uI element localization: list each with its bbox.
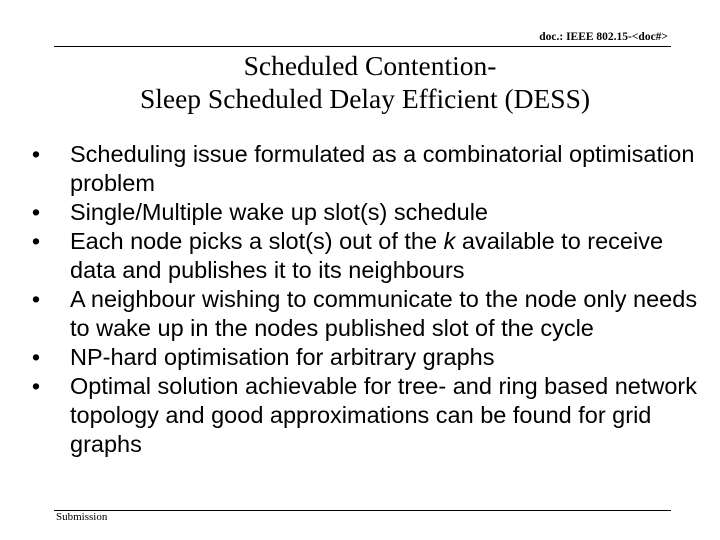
bullet-item — [26, 372, 706, 459]
bullet-text-variable: k — [443, 228, 456, 254]
bullet-marker: • — [31, 373, 41, 399]
document-reference: doc.: IEEE 802.15-<doc#> — [539, 31, 668, 43]
bullet-list — [26, 140, 706, 459]
bullet-marker: • — [31, 228, 41, 254]
bullet-item — [26, 140, 706, 198]
bullet-text — [70, 227, 706, 285]
bullet-marker: • — [31, 141, 41, 167]
footer-divider — [54, 510, 671, 511]
bullet-marker: • — [31, 344, 41, 370]
bullet-text: A neighbour wishing to communicate to the node only needs to wake up in the nodes published slot of the cycle — [70, 286, 698, 341]
bullet-item — [26, 285, 706, 343]
bullet-item — [26, 227, 706, 285]
bullet-text-part: available to receive data and publishes it to its neighbours — [70, 228, 664, 283]
header-divider — [54, 46, 671, 47]
bullet-item — [26, 343, 706, 372]
slide-title-line-2: Sleep Scheduled Delay Efficient (DESS) — [139, 83, 591, 114]
footer-label: Submission — [56, 511, 108, 523]
bullet-text: Single/Multiple wake up slot(s) schedule — [70, 199, 488, 225]
bullet-text: Optimal solution achievable for tree- and ring based network topology and good approximations can be found for grid graphs — [70, 373, 698, 457]
bullet-text-part: Each node picks a slot(s) out of the — [70, 228, 444, 254]
bullet-text: Scheduling issue formulated as a combinatorial optimisation problem — [70, 141, 695, 196]
bullet-text: NP-hard optimisation for arbitrary graphs — [70, 344, 495, 370]
slide-title — [0, 49, 720, 115]
slide-title-line-1: Scheduled Contention- — [243, 50, 497, 81]
bullet-item — [26, 198, 706, 227]
bullet-marker: • — [31, 199, 41, 225]
bullet-marker: • — [31, 286, 41, 312]
